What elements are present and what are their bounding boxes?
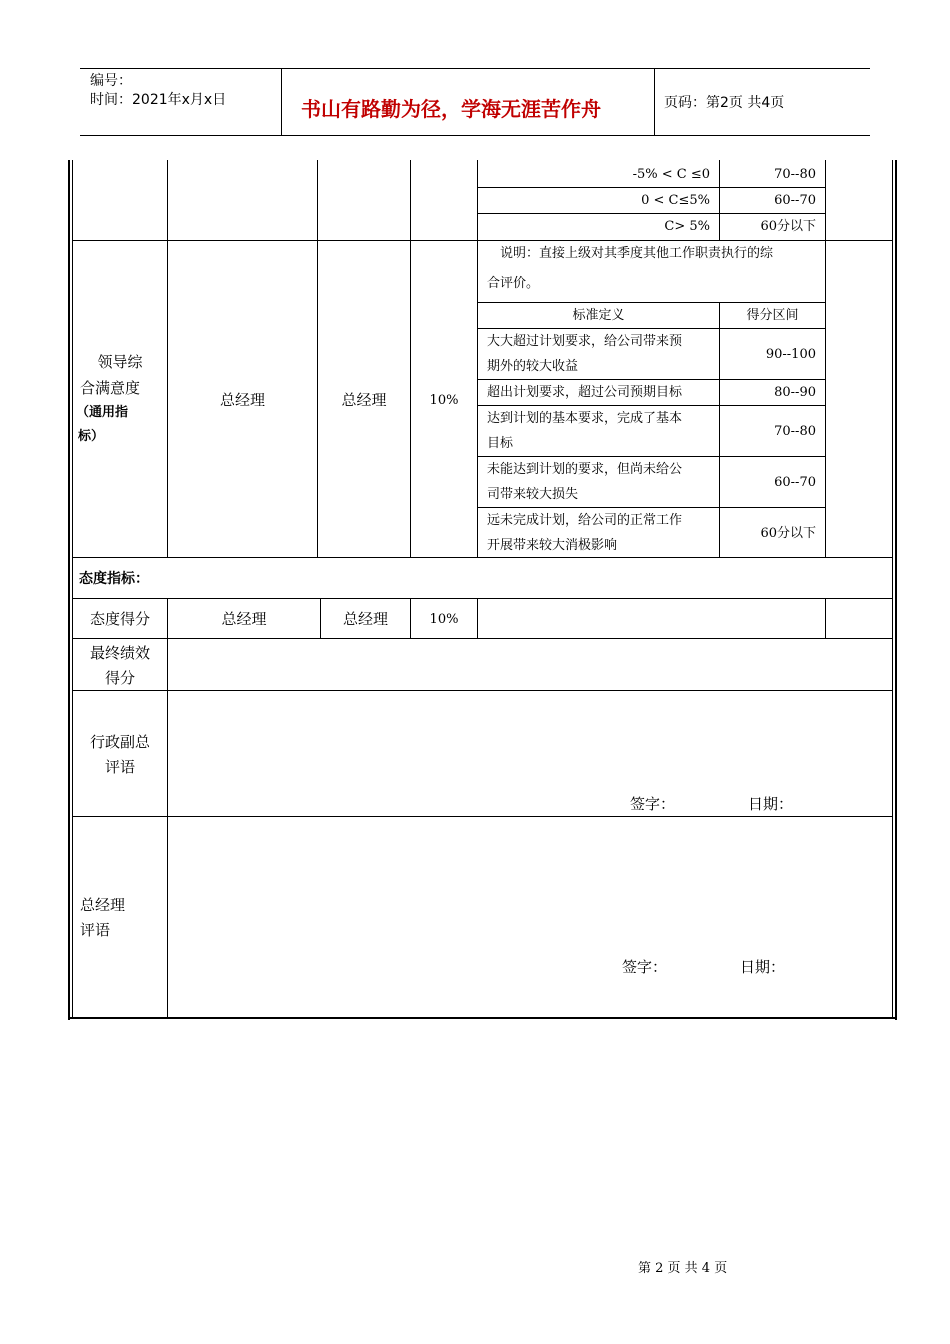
page-indicator: 页码：第2页 共4页: [664, 95, 785, 111]
weight-cell: 10%: [429, 612, 459, 627]
description-text: 说明：直接上级对其季度其他工作职责执行的综: [500, 246, 774, 261]
score-cell: 60--70: [774, 475, 816, 490]
indicator-note: （通用指: [76, 405, 129, 420]
definition-cell: 开展带来较大消极影响: [487, 538, 618, 553]
final-score-label: 得分: [104, 669, 135, 687]
indicator-name: 领导综: [97, 353, 143, 371]
description-text: 合评价。: [487, 276, 540, 291]
approver-cell: 总经理: [342, 610, 388, 628]
range-cell: 0 < C≤5%: [641, 193, 710, 208]
page-footer: 第 2 页 共 4 页: [638, 1261, 728, 1276]
score-cell: 60分以下: [760, 526, 816, 541]
definition-cell: 司带来较大损失: [487, 487, 579, 502]
definition-cell: 目标: [487, 436, 514, 451]
definition-cell: 期外的较大收益: [487, 359, 579, 374]
indicator-name: 合满意度: [80, 379, 141, 397]
admin-comment-label: 评语: [104, 758, 135, 776]
gm-comment-label: 评语: [80, 921, 111, 939]
gm-comment-label: 总经理: [80, 896, 126, 914]
score-cell: 70--80: [774, 424, 816, 439]
admin-comment-label: 行政副总: [89, 733, 150, 751]
definition-cell: 超出计划要求，超过公司预期目标: [487, 385, 683, 400]
score-cell: 60分以下: [760, 219, 816, 234]
indicator-note: 标）: [78, 429, 105, 444]
column-header-score: 得分区间: [746, 308, 799, 323]
doc-number-label: 编号：: [90, 73, 132, 89]
weight-cell: 10%: [429, 393, 459, 408]
section-title: 态度指标：: [79, 571, 149, 587]
definition-cell: 达到计划的基本要求，完成了基本: [487, 411, 683, 426]
range-cell: C> 5%: [664, 219, 710, 234]
score-cell: 70--80: [774, 167, 816, 182]
assessor-cell: 总经理: [221, 610, 267, 628]
doc-time-label: 时间：2021年x月x日: [90, 92, 227, 108]
approver-cell: 总经理: [341, 391, 387, 409]
score-cell: 80--90: [774, 385, 816, 400]
definition-cell: 远未完成计划，给公司的正常工作: [487, 513, 683, 528]
motto-title: 书山有路勤为径，学海无涯苦作舟: [301, 97, 601, 121]
score-cell: 60--70: [774, 193, 816, 208]
signature-label: 签字：: [622, 958, 668, 976]
score-cell: 90--100: [765, 347, 816, 362]
signature-label: 签字：: [630, 795, 676, 813]
date-label: 日期：: [748, 795, 794, 813]
range-cell: -5% < C ≤0: [632, 167, 710, 182]
assessor-cell: 总经理: [219, 391, 265, 409]
indicator-name: 态度得分: [89, 610, 150, 628]
column-header-definition: 标准定义: [572, 308, 625, 323]
final-score-label: 最终绩效: [89, 644, 150, 662]
definition-cell: 未能达到计划的要求，但尚未给公: [487, 462, 683, 477]
date-label: 日期：: [740, 958, 786, 976]
definition-cell: 大大超过计划要求，给公司带来预: [487, 334, 683, 349]
